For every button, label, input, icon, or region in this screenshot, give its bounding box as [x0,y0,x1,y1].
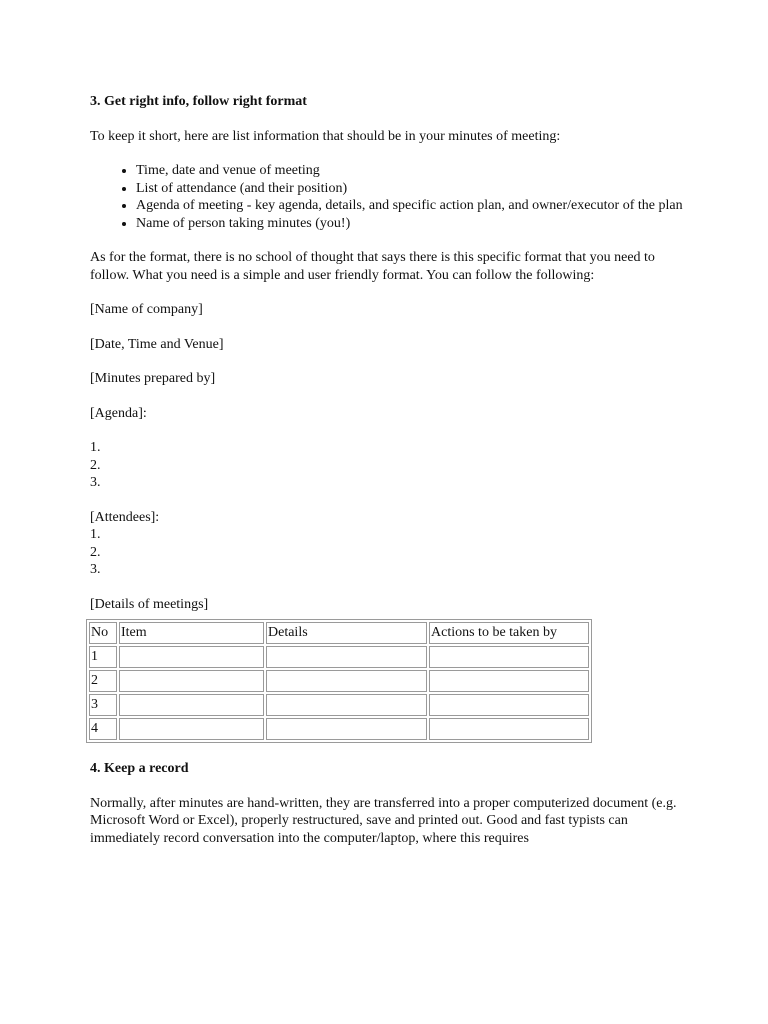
section-4-paragraph: Normally, after minutes are hand-written, they are transferred into a proper computerized document (e.g. Microsoft Word or Excel), properly restructured, save and printed out. Good and fast typists can immediately record conversation into the computer/laptop, where this requires [90,795,677,846]
document-page [90,93,690,864]
header-item: Item [119,622,264,644]
info-bullet-list [90,162,690,232]
cell-details [266,718,427,740]
attendee-number: 2. [90,544,101,560]
attendee-number: 1. [90,527,101,542]
attendee-number: 3. [90,562,101,577]
cell-actions [429,670,589,692]
template-attendees-label: [Attendees]: [90,509,160,525]
template-company: [Name of company] [90,302,203,317]
cell-item [119,670,264,692]
bullet-item: • Agenda of meeting - key agenda, details, and specific action plan, and owner/executor of the plan [136,197,690,215]
section-3-heading: 3. Get right info, follow right format [90,94,307,109]
template-details-label: [Details of meetings] [90,596,209,612]
cell-no: 4 [89,718,117,740]
header-actions: Actions to be taken by [429,622,589,644]
cell-no: 3 [89,694,117,716]
template-agenda-label: [Agenda]: [90,405,147,421]
header-details: Details [266,622,427,644]
section-3-intro: To keep it short, here are list information that should be in your minutes of meeting: [90,128,561,144]
agenda-number: 3. [90,475,101,490]
format-paragraph: As for the format, there is no school of thought that says there is this specific format that you need to follow. What you need is a simple and user friendly format. You can follow the following: [90,250,655,283]
cell-actions [429,694,589,716]
cell-no: 1 [89,646,117,668]
cell-details [266,646,427,668]
bullet-item: • Name of person taking minutes (you!) [136,215,690,233]
agenda-number: 2. [90,457,101,473]
cell-item [119,646,264,668]
attendee-number-list [90,526,690,579]
cell-item [119,694,264,716]
table-row [89,670,589,692]
bullet-item: • Time, date and venue of meeting [136,162,690,180]
cell-actions [429,646,589,668]
template-date-time-venue: [Date, Time and Venue] [90,336,224,352]
table-row [89,718,589,740]
header-no: No [89,622,117,644]
table-row [89,694,589,716]
table-row [89,646,589,668]
template-prepared-by: [Minutes prepared by] [90,371,216,386]
agenda-number-list [90,439,690,492]
details-table [86,619,592,743]
cell-details [266,670,427,692]
agenda-number: 1. [90,440,101,455]
section-4-heading: 4. Keep a record [90,761,189,776]
table-header-row [89,622,589,644]
cell-actions [429,718,589,740]
cell-details [266,694,427,716]
cell-item [119,718,264,740]
bullet-item: • List of attendance (and their position) [136,180,690,198]
cell-no: 2 [89,670,117,692]
